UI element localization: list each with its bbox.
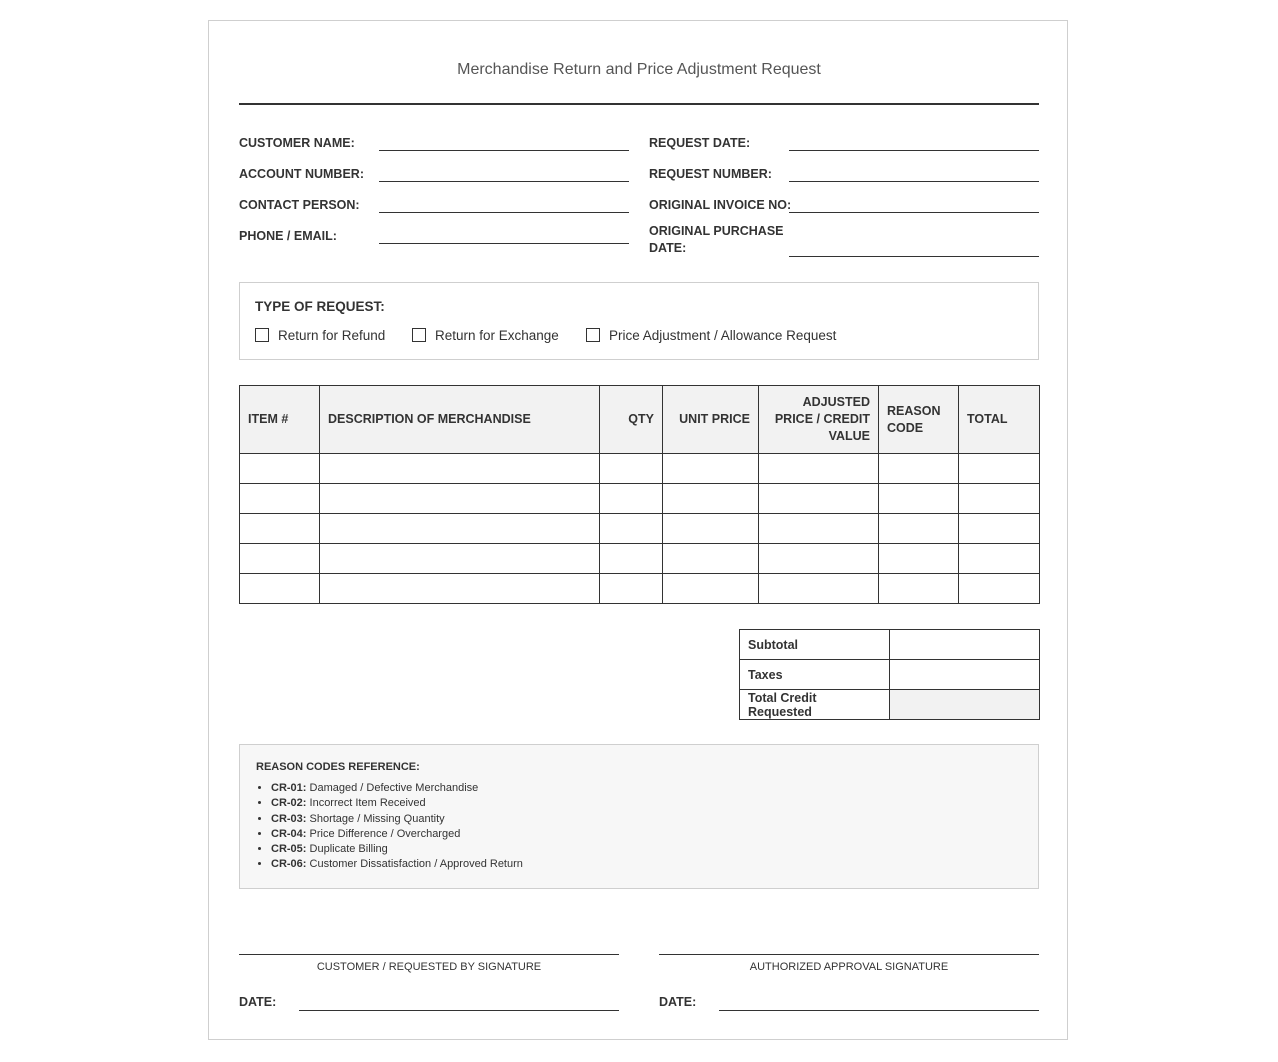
column-header-item: ITEM # — [240, 386, 320, 454]
form-title: Merchandise Return and Price Adjustment Request — [457, 61, 821, 78]
table-cell[interactable] — [879, 514, 959, 544]
column-header-qty: QTY — [600, 386, 663, 454]
taxes-row — [740, 660, 1040, 690]
table-cell[interactable] — [600, 574, 663, 604]
table-cell[interactable] — [759, 484, 879, 514]
exchange-label: Return for Exchange — [435, 327, 559, 343]
customer-name-label: CUSTOMER NAME: — [239, 136, 355, 150]
approval-date-field[interactable] — [719, 1010, 1039, 1011]
list-item — [271, 857, 523, 872]
reason-text: Shortage / Missing Quantity — [309, 812, 445, 825]
request-number-field[interactable] — [789, 181, 1039, 182]
exchange-checkbox[interactable] — [412, 328, 426, 342]
list-item — [271, 842, 523, 857]
request-date-label: REQUEST DATE: — [649, 136, 751, 150]
table-cell[interactable] — [879, 544, 959, 574]
approval-signature-field[interactable] — [659, 954, 1039, 955]
approval-signature-caption: AUTHORIZED APPROVAL SIGNATURE — [749, 961, 949, 973]
customer-date-field[interactable] — [299, 1010, 619, 1011]
table-cell[interactable] — [759, 574, 879, 604]
table-cell[interactable] — [600, 454, 663, 484]
table-cell[interactable] — [759, 544, 879, 574]
reason-code: CR-02: — [271, 797, 307, 810]
reason-code: CR-05: — [271, 843, 307, 856]
list-item — [271, 781, 523, 796]
column-header-total: TOTAL — [959, 386, 1040, 454]
phone-email-label: PHONE / EMAIL: — [239, 229, 337, 243]
totals-table — [739, 629, 1040, 720]
reason-codes-section — [239, 744, 1039, 889]
reason-code: CR-04: — [271, 827, 307, 840]
account-number-field[interactable] — [379, 181, 629, 182]
table-cell[interactable] — [663, 544, 759, 574]
reason-text: Customer Dissatisfaction / Approved Return — [309, 858, 523, 871]
table-cell[interactable] — [320, 484, 600, 514]
table-row — [240, 484, 1040, 514]
reason-text: Duplicate Billing — [309, 843, 388, 856]
reason-text: Damaged / Defective Merchandise — [309, 782, 479, 794]
table-cell[interactable] — [600, 514, 663, 544]
total-credit-label: Total Credit Requested — [740, 690, 890, 720]
table-cell[interactable] — [600, 544, 663, 574]
reason-text: Price Difference / Overcharged — [309, 827, 461, 840]
reason-code: CR-03: — [271, 812, 307, 825]
items-header-row — [240, 386, 1040, 454]
customer-name-field[interactable] — [379, 150, 629, 151]
account-number-label: ACCOUNT NUMBER: — [239, 167, 364, 181]
column-header-adjusted-price: ADJUSTED PRICE / CREDIT VALUE — [759, 386, 879, 454]
approval-date-label: DATE: — [659, 995, 697, 1009]
contact-person-label: CONTACT PERSON: — [239, 198, 360, 212]
phone-email-field[interactable] — [379, 243, 629, 244]
column-header-unit-price: UNIT PRICE — [663, 386, 759, 454]
table-row — [240, 574, 1040, 604]
form-page — [208, 20, 1068, 1040]
reason-codes-list — [256, 781, 523, 873]
request-number-label: REQUEST NUMBER: — [649, 167, 772, 181]
list-item — [271, 796, 523, 811]
reason-codes-title: REASON CODES REFERENCE: — [256, 761, 420, 773]
table-cell[interactable] — [759, 454, 879, 484]
original-purchase-date-field[interactable] — [789, 256, 1039, 257]
table-cell[interactable] — [240, 544, 320, 574]
items-table — [239, 385, 1040, 604]
table-cell[interactable] — [600, 484, 663, 514]
customer-signature-field[interactable] — [239, 954, 619, 955]
refund-checkbox[interactable] — [255, 328, 269, 342]
table-cell[interactable] — [663, 484, 759, 514]
table-cell[interactable] — [959, 514, 1040, 544]
price-adjustment-option[interactable] — [586, 327, 836, 343]
table-cell[interactable] — [959, 544, 1040, 574]
table-cell[interactable] — [959, 484, 1040, 514]
table-cell[interactable] — [663, 454, 759, 484]
table-row — [240, 454, 1040, 484]
table-cell[interactable] — [759, 514, 879, 544]
table-cell[interactable] — [240, 484, 320, 514]
table-cell[interactable] — [663, 574, 759, 604]
table-cell[interactable] — [879, 454, 959, 484]
taxes-value[interactable] — [890, 660, 1040, 690]
original-invoice-field[interactable] — [789, 212, 1039, 213]
table-cell[interactable] — [663, 514, 759, 544]
original-invoice-label: ORIGINAL INVOICE NO: — [649, 198, 792, 212]
column-header-description: DESCRIPTION OF MERCHANDISE — [320, 386, 600, 454]
subtotal-label: Subtotal — [740, 630, 890, 660]
table-row — [240, 514, 1040, 544]
refund-label: Return for Refund — [278, 327, 386, 343]
contact-person-field[interactable] — [379, 212, 629, 213]
column-header-reason-code: REASON CODE — [879, 386, 959, 454]
table-cell[interactable] — [959, 574, 1040, 604]
request-type-title: TYPE OF REQUEST: — [255, 299, 385, 314]
table-cell[interactable] — [240, 454, 320, 484]
total-credit-row — [740, 690, 1040, 720]
request-type-section — [239, 282, 1039, 360]
original-purchase-date-label: ORIGINAL PURCHASE DATE: — [649, 224, 784, 255]
subtotal-value[interactable] — [890, 630, 1040, 660]
reason-code: CR-01: — [271, 782, 307, 794]
total-credit-value[interactable] — [890, 690, 1040, 720]
table-cell[interactable] — [879, 574, 959, 604]
reason-code: CR-06: — [271, 858, 307, 871]
title-divider — [239, 103, 1039, 105]
reason-text: Incorrect Item Received — [309, 797, 426, 810]
table-cell[interactable] — [320, 544, 600, 574]
refund-option[interactable] — [255, 327, 385, 343]
request-date-field[interactable] — [789, 150, 1039, 151]
table-cell[interactable] — [959, 454, 1040, 484]
list-item — [271, 827, 523, 842]
table-row — [240, 544, 1040, 574]
price-adjustment-label: Price Adjustment / Allowance Request — [609, 327, 837, 343]
table-cell[interactable] — [240, 574, 320, 604]
table-cell[interactable] — [320, 574, 600, 604]
exchange-option[interactable] — [412, 327, 559, 343]
taxes-label: Taxes — [740, 660, 890, 690]
customer-date-label: DATE: — [239, 995, 277, 1009]
list-item — [271, 812, 523, 827]
price-adjustment-checkbox[interactable] — [586, 328, 600, 342]
table-cell[interactable] — [879, 484, 959, 514]
table-cell[interactable] — [320, 514, 600, 544]
table-cell[interactable] — [240, 514, 320, 544]
table-cell[interactable] — [320, 454, 600, 484]
customer-signature-caption: CUSTOMER / REQUESTED BY SIGNATURE — [316, 961, 542, 973]
subtotal-row — [740, 630, 1040, 660]
